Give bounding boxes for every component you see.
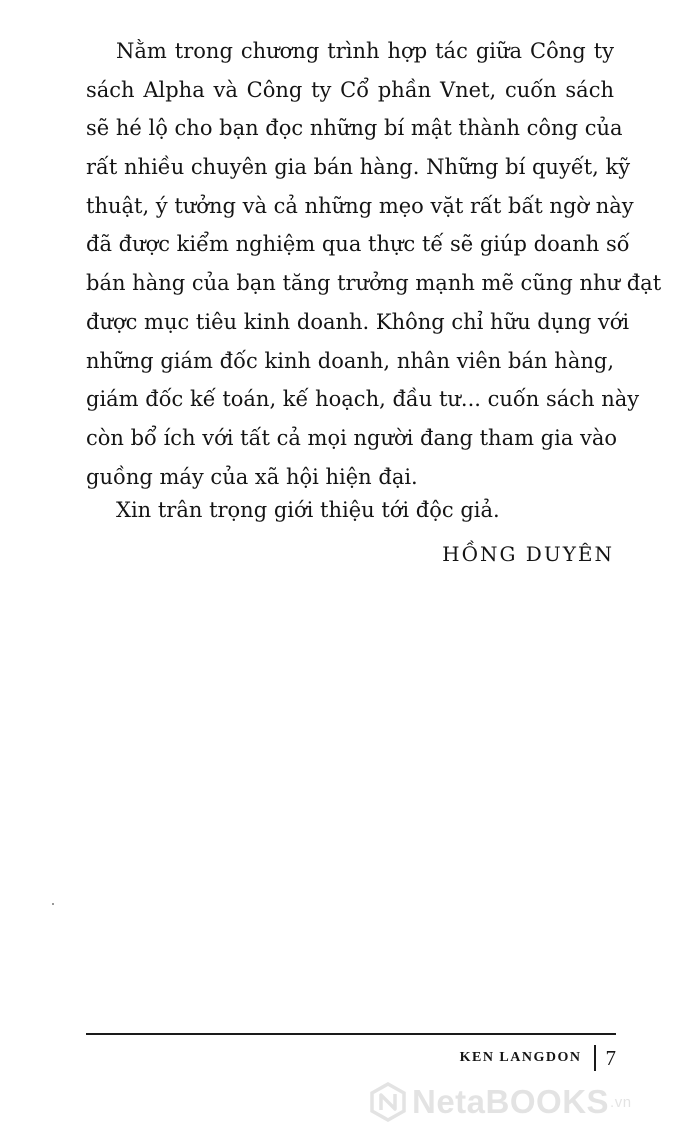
author-signature: HỒNG DUYÊN bbox=[442, 542, 614, 566]
scan-speck bbox=[52, 903, 54, 905]
page-footer bbox=[460, 1045, 616, 1071]
paragraph-line: sách Alpha và Công ty Cổ phần Vnet, cuốn sách bbox=[86, 77, 614, 102]
footer-separator bbox=[594, 1045, 596, 1071]
paragraph-line: bán hàng của bạn tăng trưởng mạnh mẽ cũng như đạt bbox=[86, 271, 662, 296]
paragraph-line: còn bổ ích với tất cả mọi người đang tham gia vào bbox=[86, 425, 618, 450]
watermark-text: NetaBOOKS bbox=[412, 1083, 610, 1120]
paragraph-line: thuật, ý tưởng và cả những mẹo vặt rất bất ngờ này bbox=[86, 193, 634, 218]
paragraph-line: rất nhiều chuyên gia bán hàng. Những bí quyết, kỹ bbox=[86, 155, 631, 180]
paragraph-line-last: guồng máy của xã hội hiện đại. bbox=[86, 464, 418, 489]
watermark bbox=[368, 1082, 632, 1122]
body-paragraph bbox=[86, 32, 662, 496]
paragraph-line: giám đốc kế toán, kế hoạch, đầu tư... cuốn sách này bbox=[86, 387, 640, 412]
footer-rule bbox=[86, 1033, 616, 1035]
watermark-suffix: .vn bbox=[610, 1093, 632, 1111]
watermark-logo-icon bbox=[368, 1082, 408, 1122]
paragraph-line: được mục tiêu kinh doanh. Không chỉ hữu dụng với bbox=[86, 309, 630, 334]
paragraph-line: đã được kiểm nghiệm qua thực tế sẽ giúp doanh số bbox=[86, 232, 630, 257]
paragraph-line: sẽ hé lộ cho bạn đọc những bí mật thành công của bbox=[86, 116, 623, 141]
closing-line: Xin trân trọng giới thiệu tới độc giả. bbox=[116, 498, 500, 522]
running-footer-author: KEN LANGDON bbox=[459, 1050, 582, 1065]
page-number: 7 bbox=[605, 1045, 616, 1070]
paragraph-line: Nằm trong chương trình hợp tác giữa Công ty bbox=[116, 39, 614, 63]
paragraph-line: những giám đốc kinh doanh, nhân viên bán hàng, bbox=[86, 348, 614, 373]
